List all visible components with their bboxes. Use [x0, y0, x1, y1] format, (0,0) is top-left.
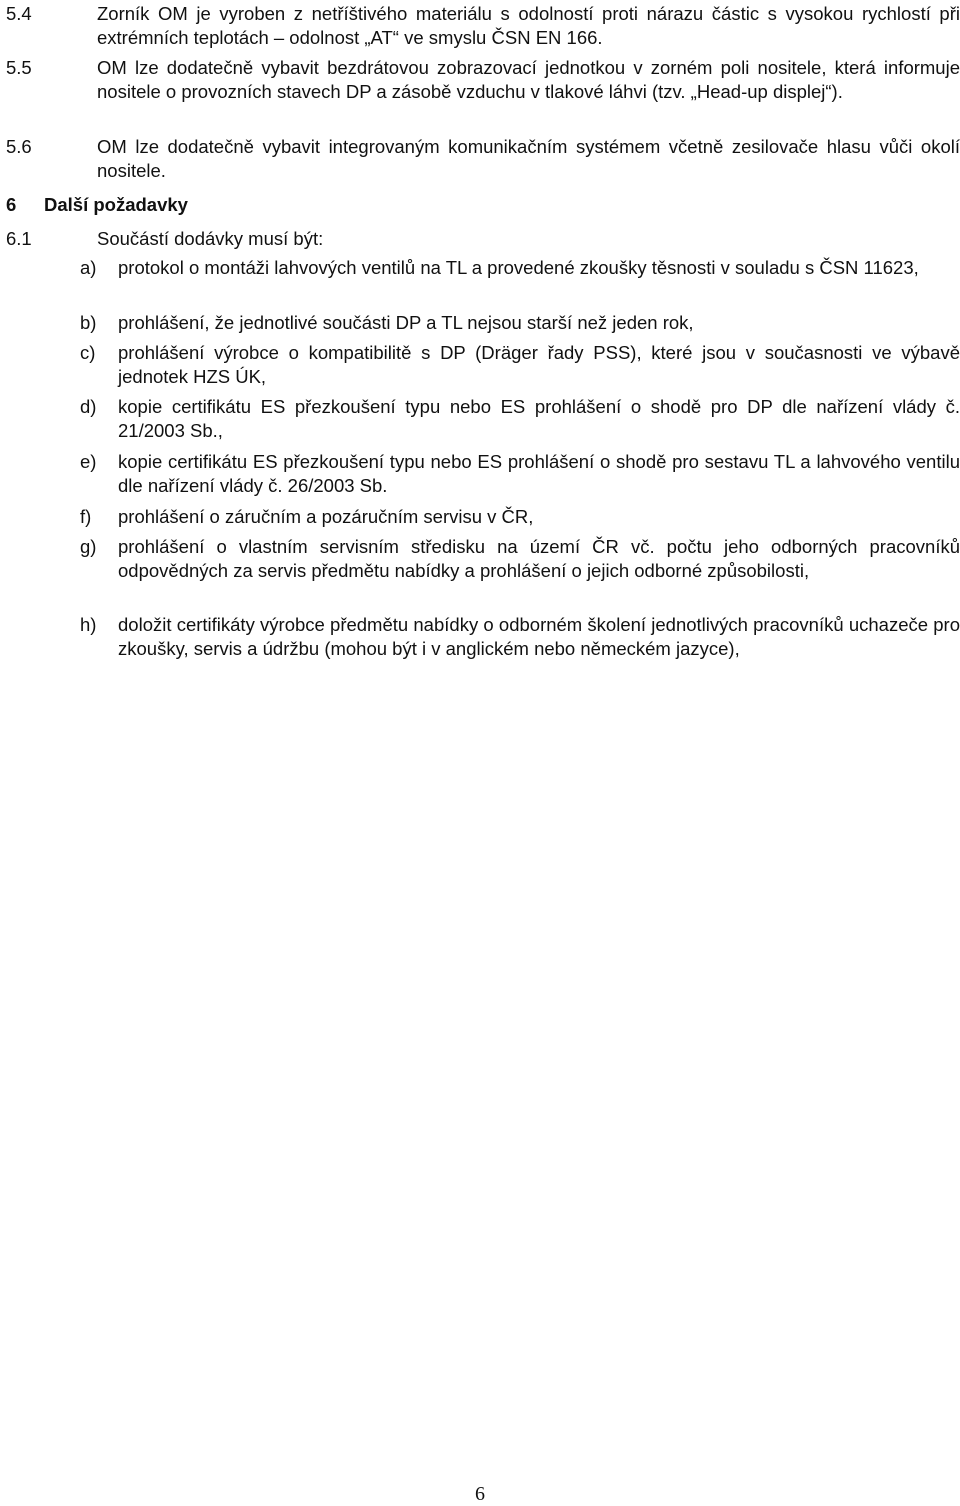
section-number: 5.4: [6, 3, 32, 24]
list-item-letter: d): [80, 396, 97, 417]
list-item-letter: f): [80, 506, 92, 527]
list-item: [80, 311, 960, 335]
list-item: [80, 613, 960, 661]
section-5-5: [6, 56, 960, 104]
list-item-text: prohlášení o záručním a pozáručním servisu v ČR,: [118, 506, 534, 527]
list-item-letter: h): [80, 614, 97, 635]
list-item-letter: b): [80, 312, 97, 333]
list-item: [80, 395, 960, 443]
section-heading: [6, 193, 188, 217]
list-item: [80, 450, 960, 498]
list-item-text: kopie certifikátu ES přezkoušení typu nebo ES prohlášení o shodě pro DP dle nařízení vlády č. 21/2003 Sb.,: [118, 396, 960, 441]
subsection-text: Součástí dodávky musí být:: [97, 228, 324, 249]
list-item: [80, 535, 960, 583]
section-5-4: [6, 2, 960, 50]
list-item-text: doložit certifikáty výrobce předmětu nabídky o odborném školení jednotlivých pracovníků uchazeče pro zkoušky, servis a údržbu (mohou být i v anglickém nebo německém jazyce),: [118, 614, 960, 659]
section-number: 5.5: [6, 57, 32, 78]
list-item-text: protokol o montáži lahvových ventilů na TL a provedené zkoušky těsnosti v souladu s ČSN 11623,: [118, 257, 919, 278]
list-item-letter: g): [80, 536, 97, 557]
section-text: OM lze dodatečně vybavit integrovaným komunikačním systémem včetně zesilovače hlasu vůči okolí nositele.: [97, 136, 960, 181]
list-item: [80, 256, 960, 280]
page-number: 6: [475, 1483, 485, 1505]
list-item-letter: c): [80, 342, 96, 363]
list-item-text: prohlášení o vlastním servisním středisku na území ČR vč. počtu jeho odborných pracovníků odpovědných za servis předmětu nabídky a prohlášení o jejich odborné způsobilosti,: [118, 536, 960, 581]
list-item: [80, 341, 960, 389]
section-5-6: [6, 135, 960, 183]
list-item-text: prohlášení výrobce o kompatibilitě s DP (Dräger řady PSS), které jsou v současnosti ve výbavě jednotek HZS ÚK,: [118, 342, 960, 387]
list-item-text: kopie certifikátu ES přezkoušení typu nebo ES prohlášení o shodě pro sestavu TL a lahvového ventilu dle nařízení vlády č. 26/2003 Sb.: [118, 451, 960, 496]
list-item-letter: a): [80, 257, 97, 278]
heading-number: 6: [6, 194, 17, 215]
section-text: OM lze dodatečně vybavit bezdrátovou zobrazovací jednotkou v zorném poli nositele, která informuje nositele o provozních stavech DP a zásobě vzduchu v tlakové láhvi (tzv. „Head-up displej“).: [97, 57, 960, 102]
heading-title: Další požadavky: [44, 194, 188, 215]
list-item-letter: e): [80, 451, 97, 472]
list-item: [80, 505, 960, 529]
section-text: Zorník OM je vyroben z netříštivého materiálu s odolností proti nárazu částic s vysokou rychlostí při extrémních teplotách – odolnost „AT“ ve smyslu ČSN EN 166.: [97, 3, 960, 48]
subsection-number: 6.1: [6, 228, 32, 249]
section-number: 5.6: [6, 136, 32, 157]
list-item-text: prohlášení, že jednotlivé součásti DP a TL nejsou starší než jeden rok,: [118, 312, 694, 333]
subsection-6-1: [6, 227, 960, 251]
